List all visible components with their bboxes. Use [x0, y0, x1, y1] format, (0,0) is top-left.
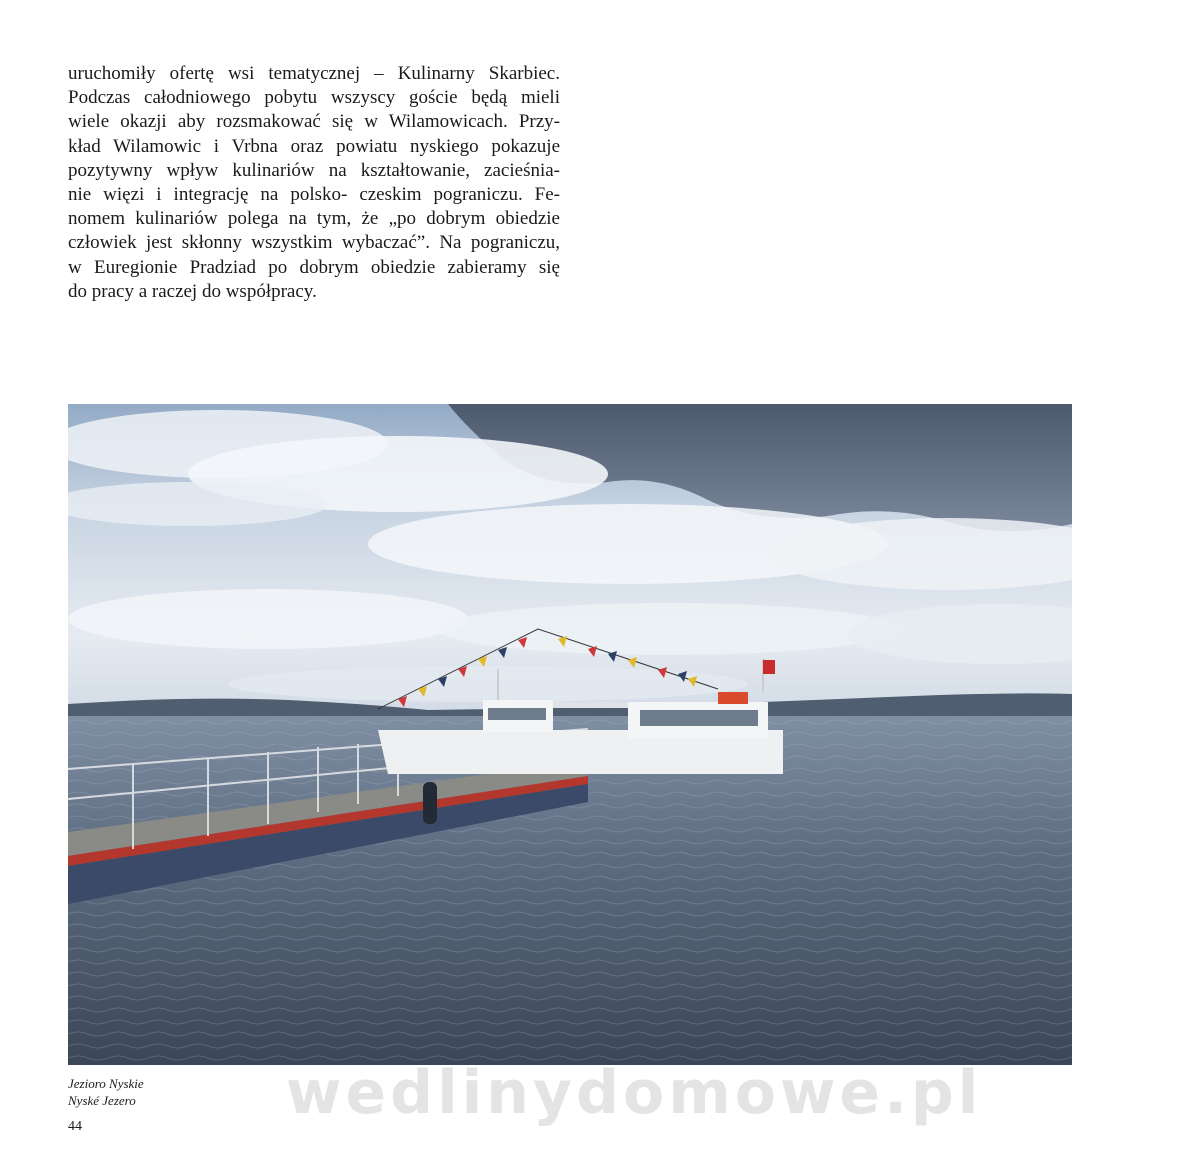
lake-photo	[68, 404, 1072, 1065]
paragraph-line: Podczas całodniowego pobytu wszyscy goście będą mieli	[68, 87, 560, 109]
page-number: 44	[68, 1119, 82, 1134]
caption-line: Jezioro Nyskie	[68, 1076, 144, 1091]
paragraph-line: do pracy a raczej do współpracy.	[68, 280, 317, 302]
caption-line: Nyské Jezero	[68, 1093, 136, 1108]
paragraph-line: człowiek jest skłonny wszystkim wybaczać”. Na pograniczu,	[68, 232, 560, 254]
paragraph-line: pozytywny wpływ kulinariów na kształtowanie, zacieśnia-	[68, 159, 560, 181]
photo-caption	[68, 1075, 144, 1109]
paragraph-line: w Euregionie Pradziad po dobrym obiedzie zabieramy się	[68, 256, 560, 278]
paragraph-line: nomem kulinariów polega na tym, że „po dobrym obiedzie	[68, 208, 560, 230]
paragraph-line: kład Wilamowic i Vrbna oraz powiatu nyskiego pokazuje	[68, 135, 560, 157]
paragraph-line: nie więzi i integrację na polsko- czeskim pograniczu. Fe-	[68, 184, 560, 206]
paragraph-line: wiele okazji aby rozsmakować się w Wilamowicach. Przy-	[68, 111, 560, 133]
paragraph-line: uruchomiły ofertę wsi tematycznej – Kulinarny Skarbiec.	[68, 63, 560, 84]
body-paragraph	[68, 62, 560, 304]
watermark: wedlinydomowe.pl	[286, 1058, 983, 1128]
